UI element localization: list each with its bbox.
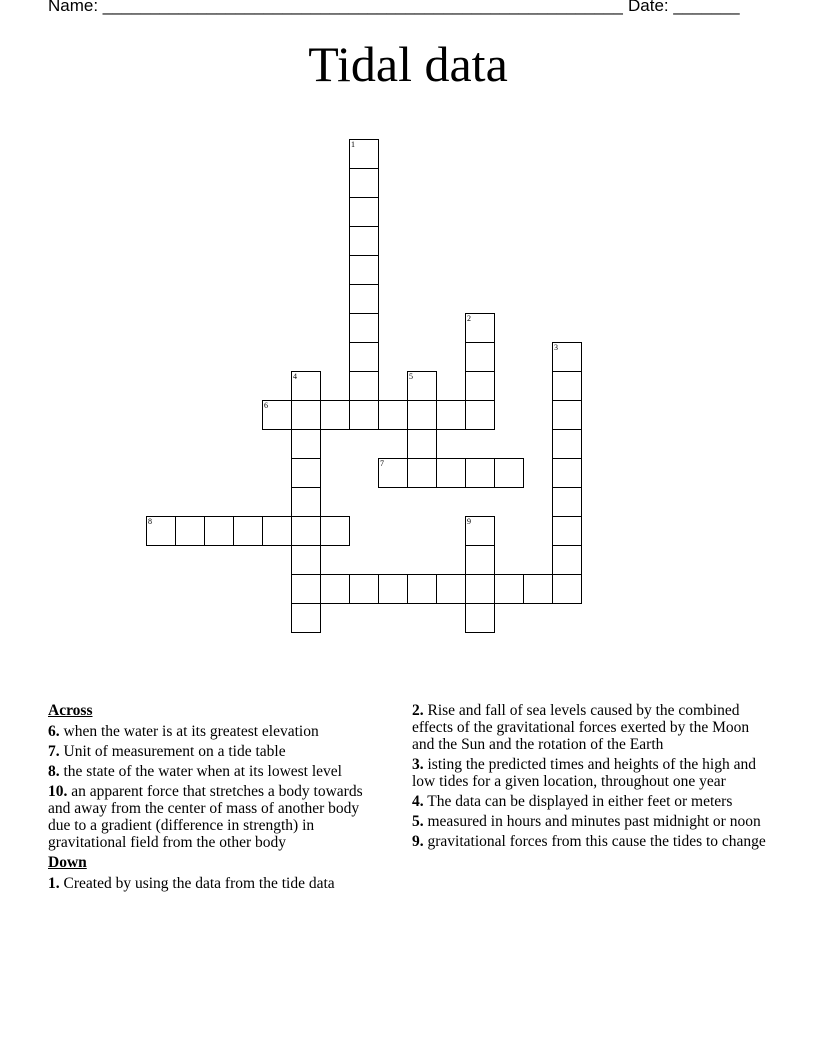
crossword-cell[interactable] bbox=[378, 400, 408, 430]
crossword-cell[interactable] bbox=[552, 516, 582, 546]
crossword-cell[interactable] bbox=[349, 313, 379, 343]
crossword-cell[interactable] bbox=[291, 371, 321, 401]
crossword-cell[interactable] bbox=[465, 313, 495, 343]
crossword-cell[interactable] bbox=[291, 603, 321, 633]
crossword-cell[interactable] bbox=[552, 545, 582, 575]
clue-across-7: 7. Unit of measurement on a tide table bbox=[48, 743, 286, 760]
crossword-cell[interactable] bbox=[175, 516, 205, 546]
crossword-cell[interactable] bbox=[233, 516, 263, 546]
down-heading: Down bbox=[48, 854, 87, 871]
crossword-cell[interactable] bbox=[349, 400, 379, 430]
crossword-cell[interactable] bbox=[407, 574, 437, 604]
crossword-cell[interactable] bbox=[349, 197, 379, 227]
crossword-cell[interactable] bbox=[349, 168, 379, 198]
date-field[interactable]: Date: _______ bbox=[628, 0, 740, 15]
crossword-cell[interactable] bbox=[262, 400, 292, 430]
clue-down-9: 9. gravitational forces from this cause the tides to change bbox=[412, 833, 766, 850]
crossword-cell[interactable] bbox=[378, 574, 408, 604]
crossword-cell[interactable] bbox=[262, 516, 292, 546]
crossword-cell[interactable] bbox=[349, 226, 379, 256]
clue-number: 8 bbox=[148, 517, 152, 526]
clue-down-3: 3. isting the predicted times and heights of the high and low tides for a given location, throughout one year bbox=[412, 756, 756, 790]
crossword-cell[interactable] bbox=[552, 574, 582, 604]
crossword-cell[interactable] bbox=[291, 487, 321, 517]
crossword-cell[interactable] bbox=[407, 371, 437, 401]
clues-column-left bbox=[48, 702, 383, 895]
clue-number: 5 bbox=[409, 372, 413, 381]
crossword-cell[interactable] bbox=[349, 284, 379, 314]
crossword-cell[interactable] bbox=[320, 516, 350, 546]
clue-number: 2 bbox=[467, 314, 471, 323]
crossword-cell[interactable] bbox=[320, 400, 350, 430]
crossword-cell[interactable] bbox=[465, 400, 495, 430]
clue-across-8: 8. the state of the water when at its lowest level bbox=[48, 763, 342, 780]
crossword-cell[interactable] bbox=[291, 429, 321, 459]
crossword-cell[interactable] bbox=[465, 342, 495, 372]
crossword-cell[interactable] bbox=[552, 371, 582, 401]
clue-number: 4 bbox=[293, 372, 297, 381]
crossword-cell[interactable] bbox=[378, 458, 408, 488]
clue-down-5: 5. measured in hours and minutes past midnight or noon bbox=[412, 813, 761, 830]
crossword-cell[interactable] bbox=[349, 139, 379, 169]
crossword-cell[interactable] bbox=[465, 574, 495, 604]
crossword-cell[interactable] bbox=[465, 516, 495, 546]
crossword-cell[interactable] bbox=[291, 545, 321, 575]
crossword-cell[interactable] bbox=[204, 516, 234, 546]
crossword-cell[interactable] bbox=[436, 574, 466, 604]
clue-down-2: 2. Rise and fall of sea levels caused by the combined effects of the gravitational forces exerted by the Moon and the Sun and the rotation of the Earth bbox=[412, 702, 750, 753]
crossword-cell[interactable] bbox=[291, 400, 321, 430]
crossword-cell[interactable] bbox=[291, 574, 321, 604]
clue-across-10: 10. an apparent force that stretches a body towards and away from the center of mass of another body due to a gradient (difference in strength) in gravitational field from the other body bbox=[48, 783, 363, 851]
crossword-cell[interactable] bbox=[407, 400, 437, 430]
clues-column-right bbox=[412, 702, 772, 853]
crossword-cell[interactable] bbox=[291, 458, 321, 488]
across-heading: Across bbox=[48, 702, 93, 719]
crossword-cell[interactable] bbox=[291, 516, 321, 546]
crossword-cell[interactable] bbox=[552, 400, 582, 430]
crossword-cell[interactable] bbox=[349, 574, 379, 604]
crossword-cell[interactable] bbox=[407, 429, 437, 459]
clue-down-4: 4. The data can be displayed in either feet or meters bbox=[412, 793, 733, 810]
crossword-cell[interactable] bbox=[436, 458, 466, 488]
clue-down-1: 1. Created by using the data from the tide data bbox=[48, 875, 335, 892]
clue-number: 6 bbox=[264, 401, 268, 410]
crossword-cell[interactable] bbox=[146, 516, 176, 546]
name-field[interactable]: Name: _______________________________________________________ bbox=[48, 0, 623, 15]
crossword-cell[interactable] bbox=[552, 458, 582, 488]
crossword-cell[interactable] bbox=[494, 574, 524, 604]
crossword-cell[interactable] bbox=[465, 545, 495, 575]
clue-number: 9 bbox=[467, 517, 471, 526]
crossword-cell[interactable] bbox=[465, 458, 495, 488]
crossword-cell[interactable] bbox=[349, 342, 379, 372]
crossword-cell[interactable] bbox=[465, 603, 495, 633]
clue-number: 7 bbox=[380, 459, 384, 468]
crossword-cell[interactable] bbox=[523, 574, 553, 604]
clue-number: 1 bbox=[351, 140, 355, 149]
crossword-cell[interactable] bbox=[320, 574, 350, 604]
crossword-cell[interactable] bbox=[349, 255, 379, 285]
clue-number: 3 bbox=[554, 343, 558, 352]
crossword-cell[interactable] bbox=[436, 400, 466, 430]
crossword-cell[interactable] bbox=[552, 429, 582, 459]
crossword-cell[interactable] bbox=[552, 487, 582, 517]
crossword-cell[interactable] bbox=[407, 458, 437, 488]
page-title: Tidal data bbox=[308, 36, 508, 92]
crossword-cell[interactable] bbox=[349, 371, 379, 401]
crossword-cell[interactable] bbox=[494, 458, 524, 488]
crossword-cell[interactable] bbox=[552, 342, 582, 372]
crossword-cell[interactable] bbox=[465, 371, 495, 401]
clue-across-6: 6. when the water is at its greatest elevation bbox=[48, 723, 319, 740]
